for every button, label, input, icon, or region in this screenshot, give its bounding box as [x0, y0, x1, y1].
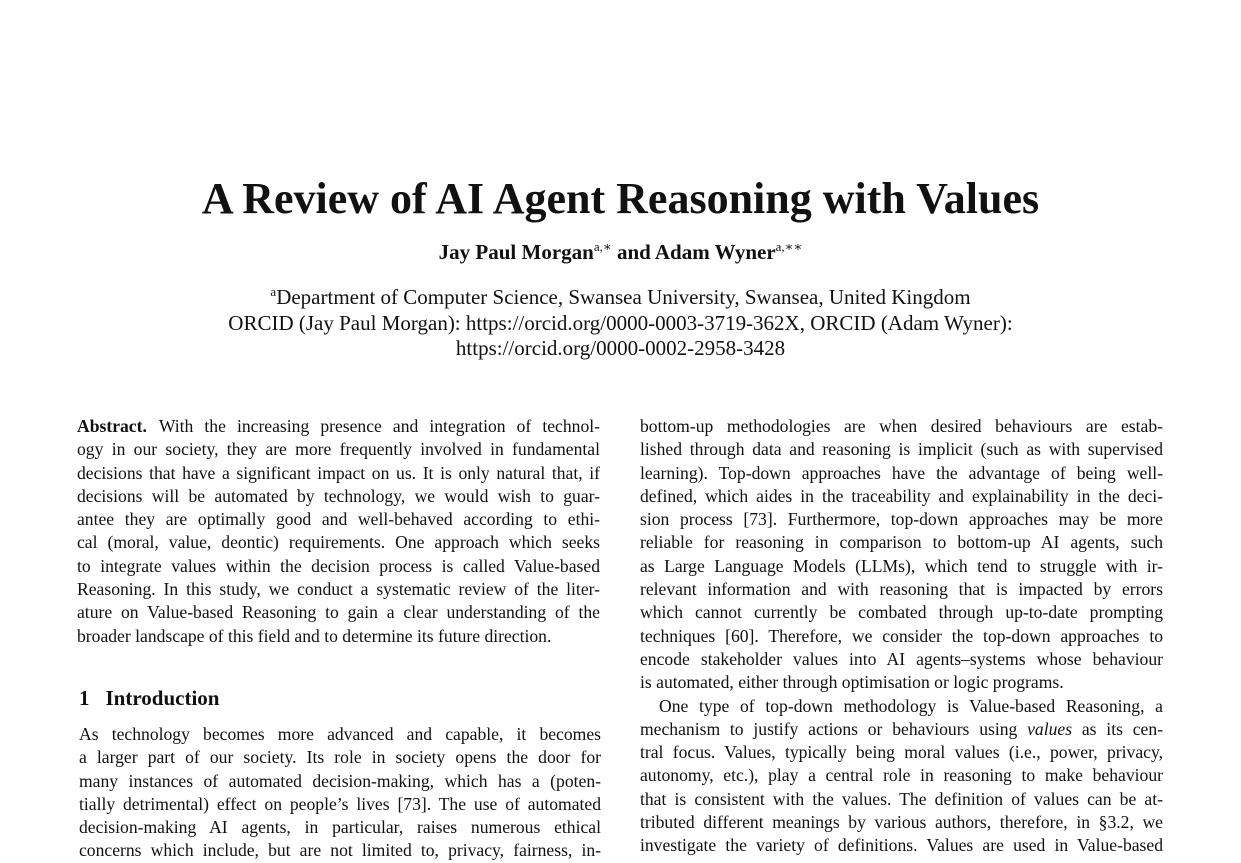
abstract — [77, 415, 600, 648]
abstract-line: decisions that have a significant impact on us. It is only natural that, if — [77, 462, 600, 483]
body-line: bottom-up methodologies are when desired behaviours are estab- — [640, 416, 1163, 436]
author-connector: and — [616, 240, 651, 264]
body-line: which cannot currently be combated through up-to-date prompting — [640, 602, 1163, 623]
orcid-line: https://orcid.org/0000-0002-2958-3428 — [455, 336, 786, 360]
introduction-body — [79, 723, 601, 863]
abstract-label: Abstract. — [77, 416, 147, 436]
abstract-line — [77, 415, 600, 438]
body-line: that is consistent with the values. The definition of values can be at- — [640, 788, 1163, 809]
body-line: lished through data and reasoning is implicit (such as with supervised — [640, 439, 1163, 460]
body-line: sion process [73]. Furthermore, top-down approaches may be more — [640, 509, 1163, 530]
body-line: defined, which aides in the traceability and explainability in the deci- — [640, 485, 1163, 506]
body-line — [640, 718, 1163, 741]
affiliation-line — [0, 285, 1241, 311]
abstract-line: decisions will be automated by technology, we would wish to guar- — [77, 485, 600, 506]
body-line: tributed different meanings by various authors, therefore, in §3.2, we — [640, 812, 1163, 833]
section-number: 1 — [79, 686, 90, 710]
body-text: as its cen- — [1072, 718, 1163, 739]
body-line: investigate the variety of definitions. Values are used in Value-based — [640, 835, 1163, 856]
intro-line: decision-making AI agents, in particular, raises numerous ethical — [79, 817, 601, 838]
section-heading — [79, 684, 219, 712]
body-line: as Large Language Models (LLMs), which tend to struggle with ir- — [640, 555, 1163, 576]
section-title: Introduction — [105, 686, 220, 710]
author-line — [0, 238, 1241, 266]
body-line: is automated, either through optimisation or logic programs. — [640, 672, 1064, 693]
intro-line: a larger part of our society. Its role in society opens the door for — [79, 747, 601, 768]
affiliation-mark: a — [270, 284, 277, 299]
body-line: techniques [60]. Therefore, we consider the top-down approaches to — [640, 625, 1163, 646]
author-name: Adam Wyner — [654, 240, 776, 264]
orcid-line: ORCID (Jay Paul Morgan): https://orcid.org/0000-0003-3719-362X, ORCID (Adam Wyner): — [228, 310, 1013, 335]
body-line: One type of top-down methodology is Value-based Reasoning, a — [659, 695, 1163, 716]
intro-line: concerns which include, but are not limited to, privacy, fairness, in- — [79, 840, 601, 861]
affiliation-text: Department of Computer Science, Swansea University, Swansea, United Kingdom — [276, 285, 971, 309]
right-column-body — [640, 415, 1163, 858]
body-text: mechanism to justify actions or behaviours using — [640, 718, 1028, 739]
emphasis-text: values — [1027, 718, 1073, 739]
author-mark: a,∗∗ — [775, 239, 803, 254]
author-mark: a,∗ — [593, 239, 612, 254]
body-line: tral focus. Values, typically being moral values (i.e., power, privacy, — [640, 742, 1163, 763]
author-name: Jay Paul Morgan — [438, 240, 594, 264]
affiliation-block — [0, 285, 1241, 362]
abstract-line: Reasoning. In this study, we conduct a systematic review of the liter- — [77, 579, 600, 600]
abstract-line: to integrate values within the decision process is called Value-based — [77, 555, 600, 576]
abstract-line: ogy in our society, they are more frequently involved in fundamental — [77, 439, 600, 460]
abstract-line: antee they are optimally good and well-behaved according to ethi- — [77, 509, 600, 530]
paper-title: A Review of AI Agent Reasoning with Values — [201, 174, 1040, 223]
abstract-line: broader landscape of this field and to determine its future direction. — [77, 625, 552, 646]
intro-line: As technology becomes more advanced and capable, it becomes — [79, 724, 601, 744]
body-line: encode stakeholder values into AI agents–systems whose behaviour — [640, 648, 1163, 669]
intro-line: many instances of automated decision-making, which has a (poten- — [79, 770, 601, 791]
abstract-line: ature on Value-based Reasoning to gain a clear understanding of the — [77, 602, 600, 623]
body-line: reliable for reasoning in comparison to bottom-up AI agents, such — [640, 532, 1163, 553]
abstract-line: cal (moral, value, deontic) requirements. One approach which seeks — [77, 532, 600, 553]
body-line: learning). Top-down approaches have the advantage of being well- — [640, 462, 1163, 483]
abstract-text: With the increasing presence and integration of technol- — [158, 416, 600, 436]
body-line: relevant information and with reasoning that is impacted by errors — [640, 579, 1163, 600]
body-line: autonomy, etc.), play a central role in reasoning to make behaviour — [640, 765, 1163, 786]
intro-line: tially detrimental) effect on people’s lives [73]. The use of automated — [79, 793, 601, 814]
